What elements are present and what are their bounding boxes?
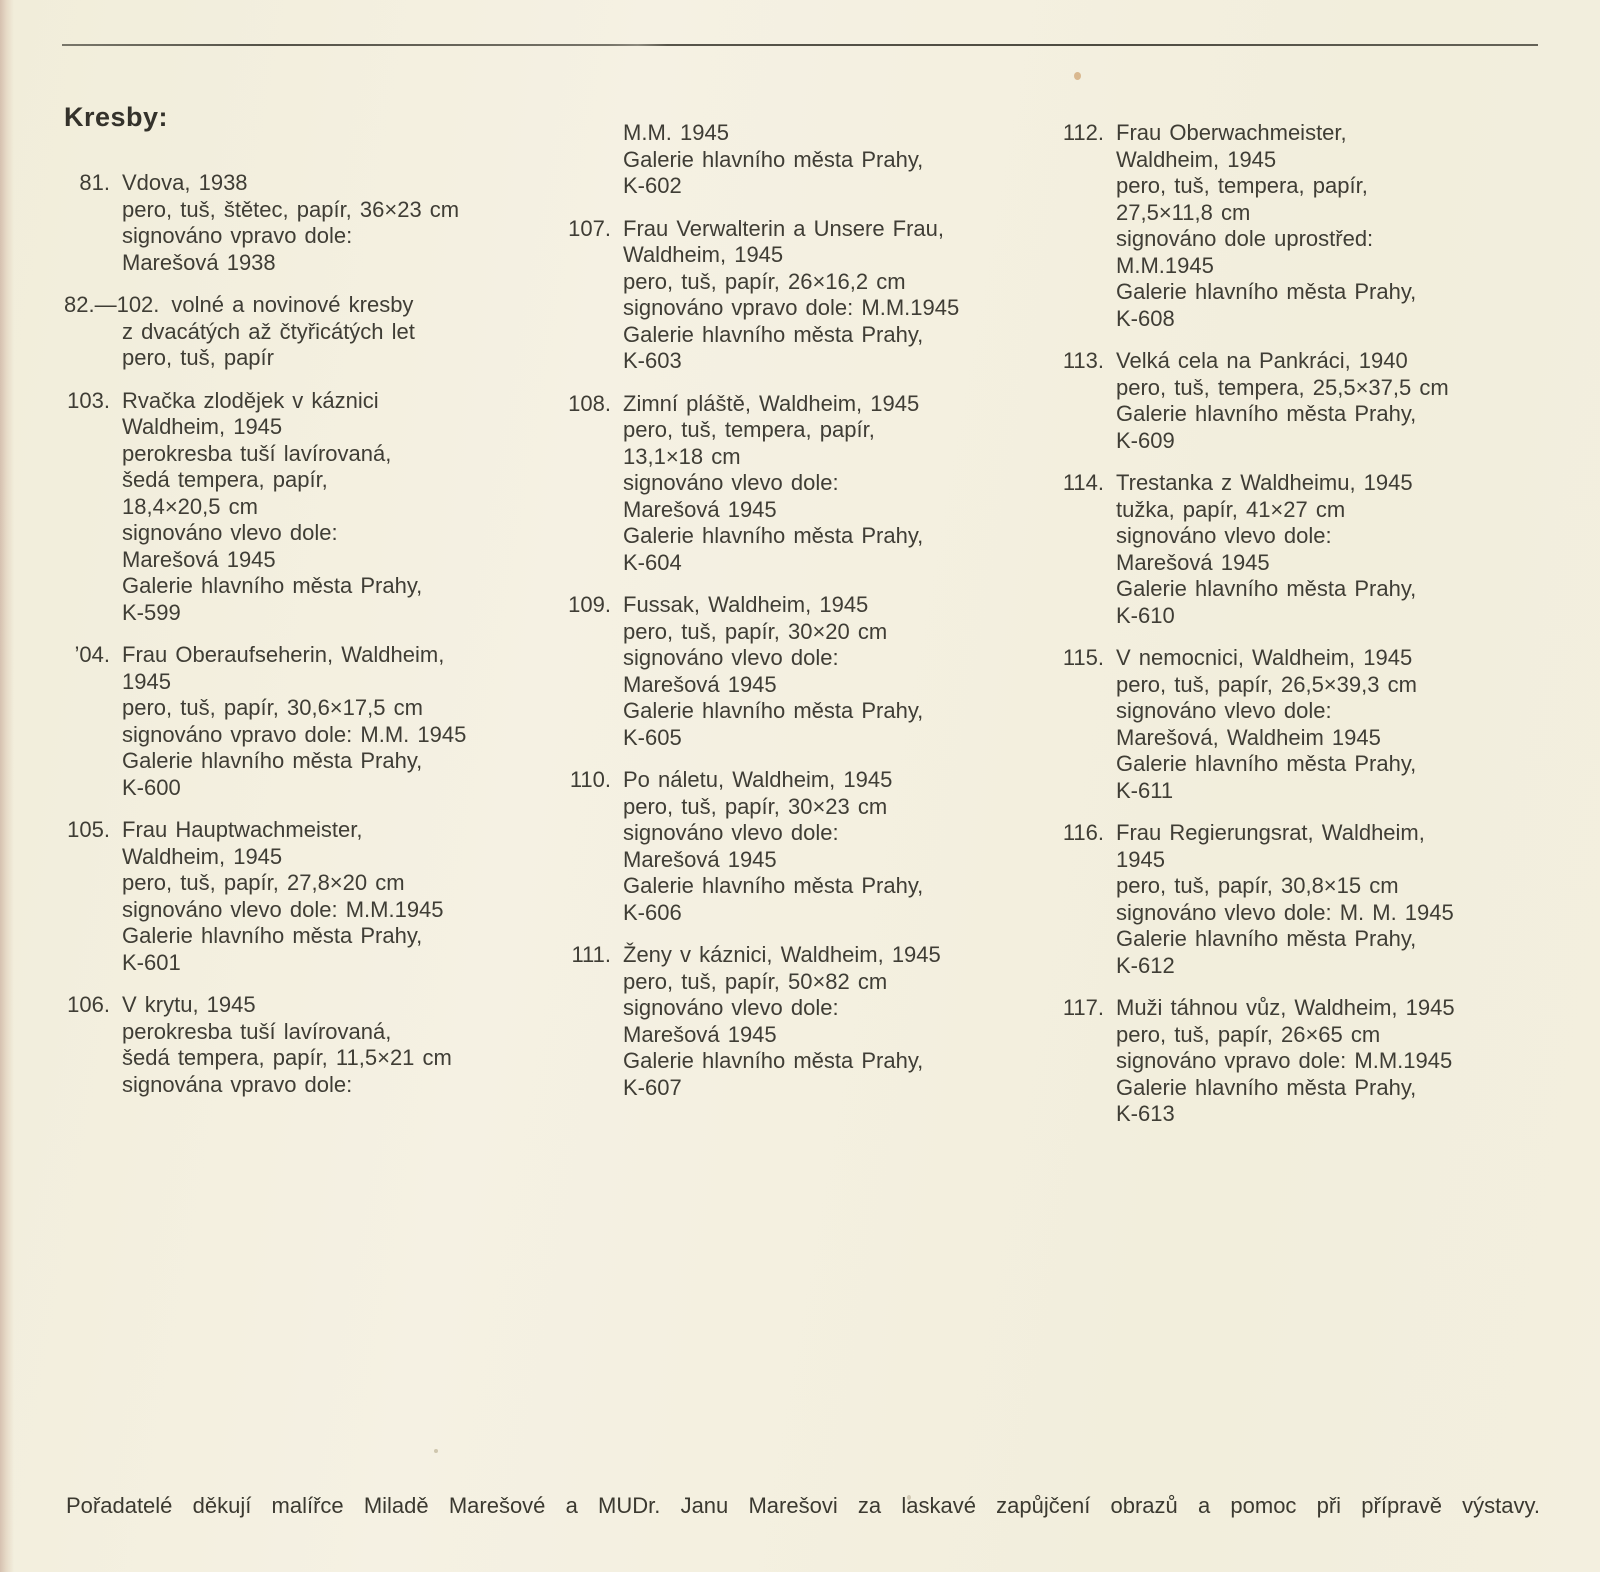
scan-edge-shadow — [0, 0, 14, 1572]
entry-number: 112. — [1062, 120, 1104, 145]
entry-line: Marešová 1938 — [122, 249, 276, 275]
entry-line: signováno vpravo dole: M.M. 1945 — [122, 721, 467, 747]
entry-line: Waldheim, 1945 — [1116, 146, 1277, 172]
entry-line: pero, tuš, papír, 30×23 cm — [623, 793, 888, 819]
entry-line: signováno vpravo dole: M.M.1945 — [1116, 1048, 1453, 1073]
entry-line: Galerie hlavního města Prahy, — [623, 321, 924, 347]
entry-number: 103. — [67, 387, 110, 413]
entry-line: volné a novinové kresby — [171, 292, 414, 317]
acknowledgement-footer: Pořadatelé děkují malířce Miladě Marešové a MUDr. Janu Marešovi za laskavé zapůjčení obrazů a pomoc při přípravě výstavy. — [66, 1493, 1540, 1518]
entry-number: 82.—102. — [64, 292, 160, 317]
entry-line: 1945 — [1116, 846, 1165, 872]
entry-first-line — [64, 388, 542, 415]
entry-line: K-606 — [623, 899, 682, 925]
entry-line: Galerie hlavního města Prahy, — [122, 923, 423, 948]
entry-line: Trestanka z Waldheimu, 1945 — [1116, 470, 1413, 495]
entry-line: Marešová 1945 — [623, 671, 777, 697]
entry-line: perokresba tuší lavírovaná, — [122, 1018, 392, 1044]
catalog-column-1 — [64, 170, 542, 1114]
entry-line: Frau Verwalterin a Unsere Frau, — [623, 215, 945, 241]
entry-number: ’04. — [74, 642, 110, 667]
entry-line: signováno vlevo dole: — [1116, 698, 1332, 723]
catalog-entry — [64, 292, 542, 372]
entry-line: K-613 — [1116, 1101, 1175, 1126]
entry-line: Galerie hlavního města Prahy, — [623, 146, 924, 172]
entry-line: signováno vlevo dole: — [623, 995, 839, 1020]
entry-number: 114. — [1062, 470, 1104, 495]
entry-line: K-609 — [1116, 427, 1175, 453]
entry-line: Galerie hlavního města Prahy, — [1116, 1074, 1417, 1100]
entry-line: Fussak, Waldheim, 1945 — [623, 592, 869, 617]
catalog-entry — [565, 942, 1043, 1101]
top-divider-rule — [62, 44, 1538, 46]
entry-first-line — [565, 391, 1043, 418]
entry-line: pero, tuš, tempera, 25,5×37,5 cm — [1116, 374, 1449, 400]
catalog-entry — [64, 388, 542, 627]
entry-line: Galerie hlavního města Prahy, — [623, 1048, 924, 1073]
entry-line: pero, tuš, tempera, papír, — [623, 417, 875, 442]
catalog-entry — [565, 216, 1043, 375]
catalog-entry — [565, 120, 1043, 200]
entry-number: 111. — [571, 942, 611, 967]
catalog-entry — [1058, 348, 1550, 454]
entry-line: Vdova, 1938 — [122, 170, 248, 195]
catalog-entry — [1058, 995, 1550, 1128]
entry-line: K-605 — [623, 724, 682, 750]
entry-line: pero, tuš, papír, 26×65 cm — [1116, 1021, 1381, 1047]
entry-first-line — [64, 992, 542, 1019]
entry-line: 1945 — [122, 668, 171, 694]
entry-first-line — [1058, 645, 1550, 672]
catalog-entry — [64, 817, 542, 976]
catalog-entry — [565, 391, 1043, 577]
entry-line: K-602 — [623, 173, 682, 198]
entry-number: 107. — [568, 215, 611, 241]
entry-line: M.M. 1945 — [623, 120, 729, 145]
entry-line: K-610 — [1116, 602, 1175, 628]
entry-line: Galerie hlavního města Prahy, — [1116, 279, 1417, 304]
entry-line: signováno vpravo dole: M.M.1945 — [623, 295, 960, 320]
entry-line: Frau Oberwachmeister, — [1116, 120, 1347, 145]
entry-line: K-603 — [623, 348, 682, 373]
entry-line: Galerie hlavního města Prahy, — [623, 698, 924, 723]
entry-line: signováno vlevo dole: — [1116, 523, 1332, 548]
catalog-entry — [1058, 120, 1550, 332]
catalog-entry — [565, 592, 1043, 751]
entry-line: Galerie hlavního města Prahy, — [1116, 401, 1417, 426]
entry-line: Marešová 1945 — [623, 846, 777, 872]
entry-first-line — [1058, 120, 1550, 147]
entry-line: signována vpravo dole: — [122, 1071, 353, 1097]
catalog-entry — [64, 642, 542, 801]
entry-first-line — [1058, 348, 1550, 375]
entry-line: pero, tuš, papír, 27,8×20 cm — [122, 870, 405, 895]
entry-number: 108. — [568, 390, 611, 416]
entry-line: Rvačka zlodějek v káznici — [122, 387, 379, 413]
entry-line: Marešová 1945 — [623, 1021, 777, 1047]
entry-line: z dvacátých až čtyřicátých let — [122, 318, 415, 344]
entry-line: Muži táhnou vůz, Waldheim, 1945 — [1116, 995, 1455, 1020]
entry-line: signováno vlevo dole: M.M.1945 — [122, 896, 444, 922]
entry-line: Waldheim, 1945 — [122, 843, 283, 869]
entry-first-line — [64, 642, 542, 669]
entry-line: pero, tuš, papír, 30×20 cm — [623, 618, 888, 644]
catalog-entry — [1058, 470, 1550, 629]
entry-first-line — [1058, 470, 1550, 497]
entry-first-line — [64, 292, 542, 319]
entry-line: pero, tuš, papír, 50×82 cm — [623, 968, 888, 994]
entry-line: Po náletu, Waldheim, 1945 — [623, 767, 893, 792]
entry-line: tužka, papír, 41×27 cm — [1116, 496, 1346, 522]
entry-first-line — [1058, 995, 1550, 1022]
entry-line: K-612 — [1116, 952, 1175, 978]
entry-first-line — [1058, 820, 1550, 847]
entry-line: Marešová 1945 — [1116, 549, 1270, 575]
entry-line: pero, tuš, štětec, papír, 36×23 cm — [122, 196, 460, 222]
entry-line: Galerie hlavního města Prahy, — [1116, 926, 1417, 951]
paper-speck — [907, 1495, 911, 1500]
entry-line: Frau Regierungsrat, Waldheim, — [1116, 820, 1425, 845]
entry-line: K-599 — [122, 599, 181, 625]
entry-line: 13,1×18 cm — [623, 443, 741, 469]
entry-line: Waldheim, 1945 — [623, 242, 784, 267]
entry-number: 116. — [1062, 820, 1104, 845]
entry-line: šedá tempera, papír, — [122, 467, 328, 492]
entry-number: 113. — [1062, 348, 1104, 373]
entry-line: signováno vlevo dole: M. M. 1945 — [1116, 899, 1454, 925]
entry-line: Marešová, Waldheim 1945 — [1116, 724, 1381, 750]
entry-number: 109. — [568, 592, 611, 617]
entry-line: Galerie hlavního města Prahy, — [1116, 576, 1417, 601]
entry-line: Galerie hlavního města Prahy, — [122, 573, 423, 598]
entry-line: K-607 — [623, 1074, 682, 1100]
entry-line: Marešová 1945 — [122, 546, 276, 572]
entry-line: šedá tempera, papír, 11,5×21 cm — [122, 1045, 452, 1070]
entry-number: 110. — [569, 767, 611, 792]
entry-line: Galerie hlavního města Prahy, — [1116, 751, 1417, 776]
catalog-entry — [64, 170, 542, 276]
entry-line: signováno vlevo dole: — [623, 820, 839, 845]
entry-first-line — [565, 592, 1043, 619]
entry-line: Waldheim, 1945 — [122, 414, 283, 439]
entry-number: 81. — [79, 170, 110, 195]
paper-speck — [434, 1449, 438, 1453]
entry-line: signováno vlevo dole: — [122, 520, 338, 545]
entry-line: Galerie hlavního města Prahy, — [623, 523, 924, 548]
entry-line: pero, tuš, papír, 26×16,2 cm — [623, 268, 906, 294]
catalog-entry — [565, 767, 1043, 926]
entry-first-line — [565, 120, 1043, 147]
entry-line: Galerie hlavního města Prahy, — [122, 748, 423, 773]
entry-number: 105. — [67, 817, 110, 842]
entry-line: pero, tuš, papír, 30,8×15 cm — [1116, 873, 1399, 898]
entry-line: Marešová 1945 — [623, 496, 777, 522]
entry-line: Velká cela na Pankráci, 1940 — [1116, 348, 1408, 373]
catalog-entry — [1058, 820, 1550, 979]
entry-line: K-608 — [1116, 305, 1175, 331]
entry-first-line — [565, 216, 1043, 243]
entry-line: V krytu, 1945 — [122, 992, 256, 1017]
entry-first-line — [565, 942, 1043, 969]
entry-line: M.M.1945 — [1116, 252, 1214, 278]
entry-line: V nemocnici, Waldheim, 1945 — [1116, 645, 1413, 670]
entry-line: Frau Hauptwachmeister, — [122, 817, 363, 842]
entry-first-line — [64, 170, 542, 197]
entry-line: Ženy v káznici, Waldheim, 1945 — [623, 942, 941, 967]
entry-number: 106. — [67, 992, 110, 1017]
entry-line: signováno vpravo dole: — [122, 223, 353, 248]
entry-first-line — [565, 767, 1043, 794]
catalog-column-3 — [1058, 120, 1550, 1144]
entry-line: K-601 — [122, 949, 181, 975]
entry-number: 115. — [1062, 645, 1104, 670]
entry-number: 117. — [1062, 995, 1104, 1020]
entry-line: pero, tuš, papír — [122, 345, 274, 370]
catalog-entry — [64, 992, 542, 1098]
entry-line: pero, tuš, papír, 30,6×17,5 cm — [122, 695, 423, 720]
entry-line: signováno dole uprostřed: — [1116, 226, 1374, 251]
entry-line: signováno vlevo dole: — [623, 645, 839, 670]
entry-line: K-604 — [623, 549, 682, 575]
catalog-column-2 — [565, 120, 1043, 1117]
entry-line: 27,5×11,8 cm — [1116, 199, 1251, 225]
entry-line: Zimní pláště, Waldheim, 1945 — [623, 390, 920, 416]
paper-speck — [1074, 72, 1081, 80]
entry-line: pero, tuš, tempera, papír, — [1116, 173, 1368, 198]
section-heading: Kresby: — [64, 102, 169, 132]
entry-line: K-600 — [122, 774, 181, 800]
entry-line: pero, tuš, papír, 26,5×39,3 cm — [1116, 671, 1417, 697]
entry-line: 18,4×20,5 cm — [122, 493, 258, 519]
entry-line: signováno vlevo dole: — [623, 470, 839, 495]
entry-line: Frau Oberaufseherin, Waldheim, — [122, 642, 445, 667]
catalog-entry — [1058, 645, 1550, 804]
entry-line: K-611 — [1116, 777, 1174, 803]
entry-first-line — [64, 817, 542, 844]
entry-line: perokresba tuší lavírovaná, — [122, 440, 392, 466]
entry-line: Galerie hlavního města Prahy, — [623, 873, 924, 898]
